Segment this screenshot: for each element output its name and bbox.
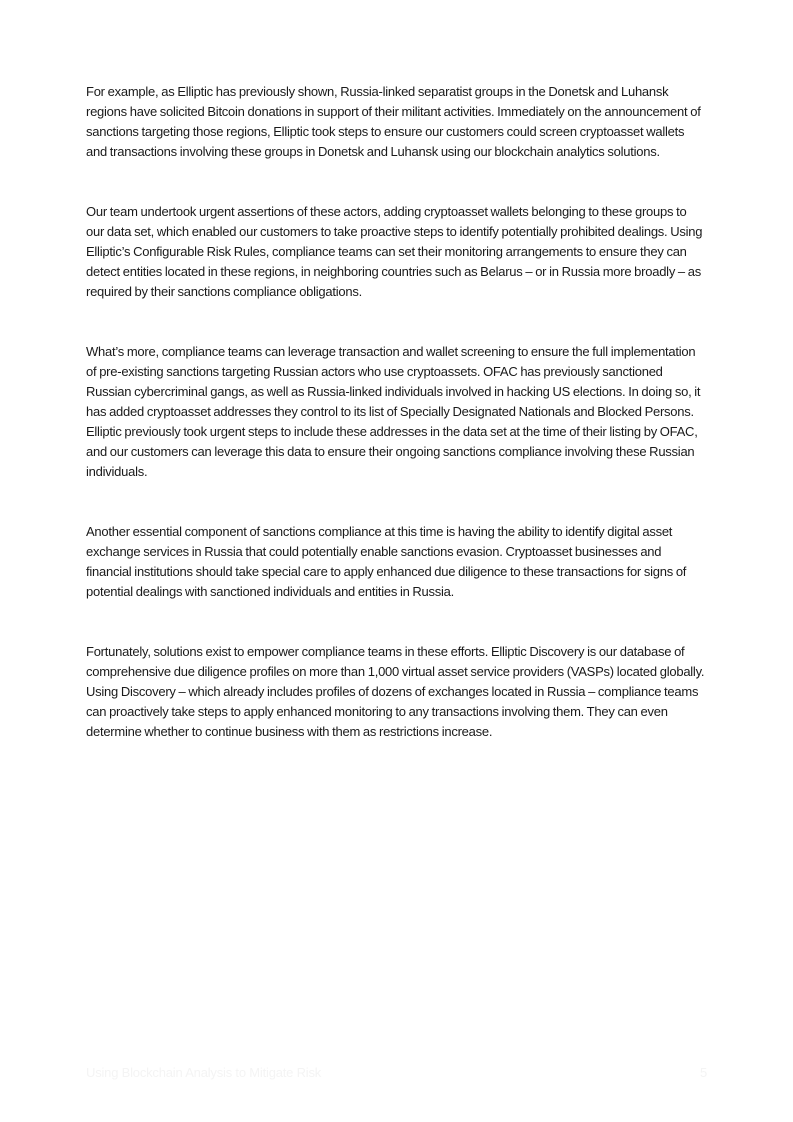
paragraph-5: Fortunately, solutions exist to empower compliance teams in these efforts. Elliptic Discovery is our database of comprehensive due diligence profiles on more than 1,000 virtual asset service providers (VASPs) located globally. Using Discovery – which already includes profiles of dozens of exchanges located in Russia – compliance teams can proactively take steps to apply enhanced monitoring to any transactions involving them. They can even determine whether to continue business with them as restrictions increase. xyxy=(86,644,705,739)
paragraph-2: Our team undertook urgent assertions of these actors, adding cryptoasset wallets belonging to these groups to our data set, which enabled our customers to take proactive steps to identify potentially prohibited dealings. Using Elliptic’s Configurable Risk Rules, compliance teams can set their monitoring arrangements to ensure they can detect entities located in these regions, in neighboring countries such as Belarus – or in Russia more broadly – as required by their sanctions compliance obligations. xyxy=(86,204,703,299)
paragraph-1: For example, as Elliptic has previously shown, Russia-linked separatist groups in the Donetsk and Luhansk regions have solicited Bitcoin donations in support of their militant activities. Immediately on the announcement of sanctions targeting those regions, Elliptic took steps to ensure our customers could screen cryptoasset wallets and transactions involving these groups in Donetsk and Luhansk using our blockchain analytics solutions. xyxy=(86,84,701,159)
document-body xyxy=(86,82,706,782)
page-footer xyxy=(86,1062,707,1082)
page-number: 5 xyxy=(699,1064,707,1080)
paragraph-3: What’s more, compliance teams can leverage transaction and wallet screening to ensure the full implementation of pre-existing sanctions targeting Russian actors who use cryptoassets. OFAC has previously sanctioned Russian cybercriminal gangs, as well as Russia-linked individuals involved in hacking US elections. In doing so, it has added cryptoasset addresses they control to its list of Specially Designated Nationals and Blocked Persons. Elliptic previously took urgent steps to include these addresses in the data set at the time of their listing by OFAC, and our customers can leverage this data to ensure their ongoing sanctions compliance involving these Russian individuals. xyxy=(86,344,701,479)
footer-title: Using Blockchain Analysis to Mitigate Risk xyxy=(86,1064,322,1080)
paragraph-4: Another essential component of sanctions compliance at this time is having the ability to identify digital asset exchange services in Russia that could potentially enable sanctions evasion. Cryptoasset businesses and financial institutions should take special care to apply enhanced due diligence to these transactions for signs of potential dealings with sanctioned individuals and entities in Russia. xyxy=(86,524,687,599)
